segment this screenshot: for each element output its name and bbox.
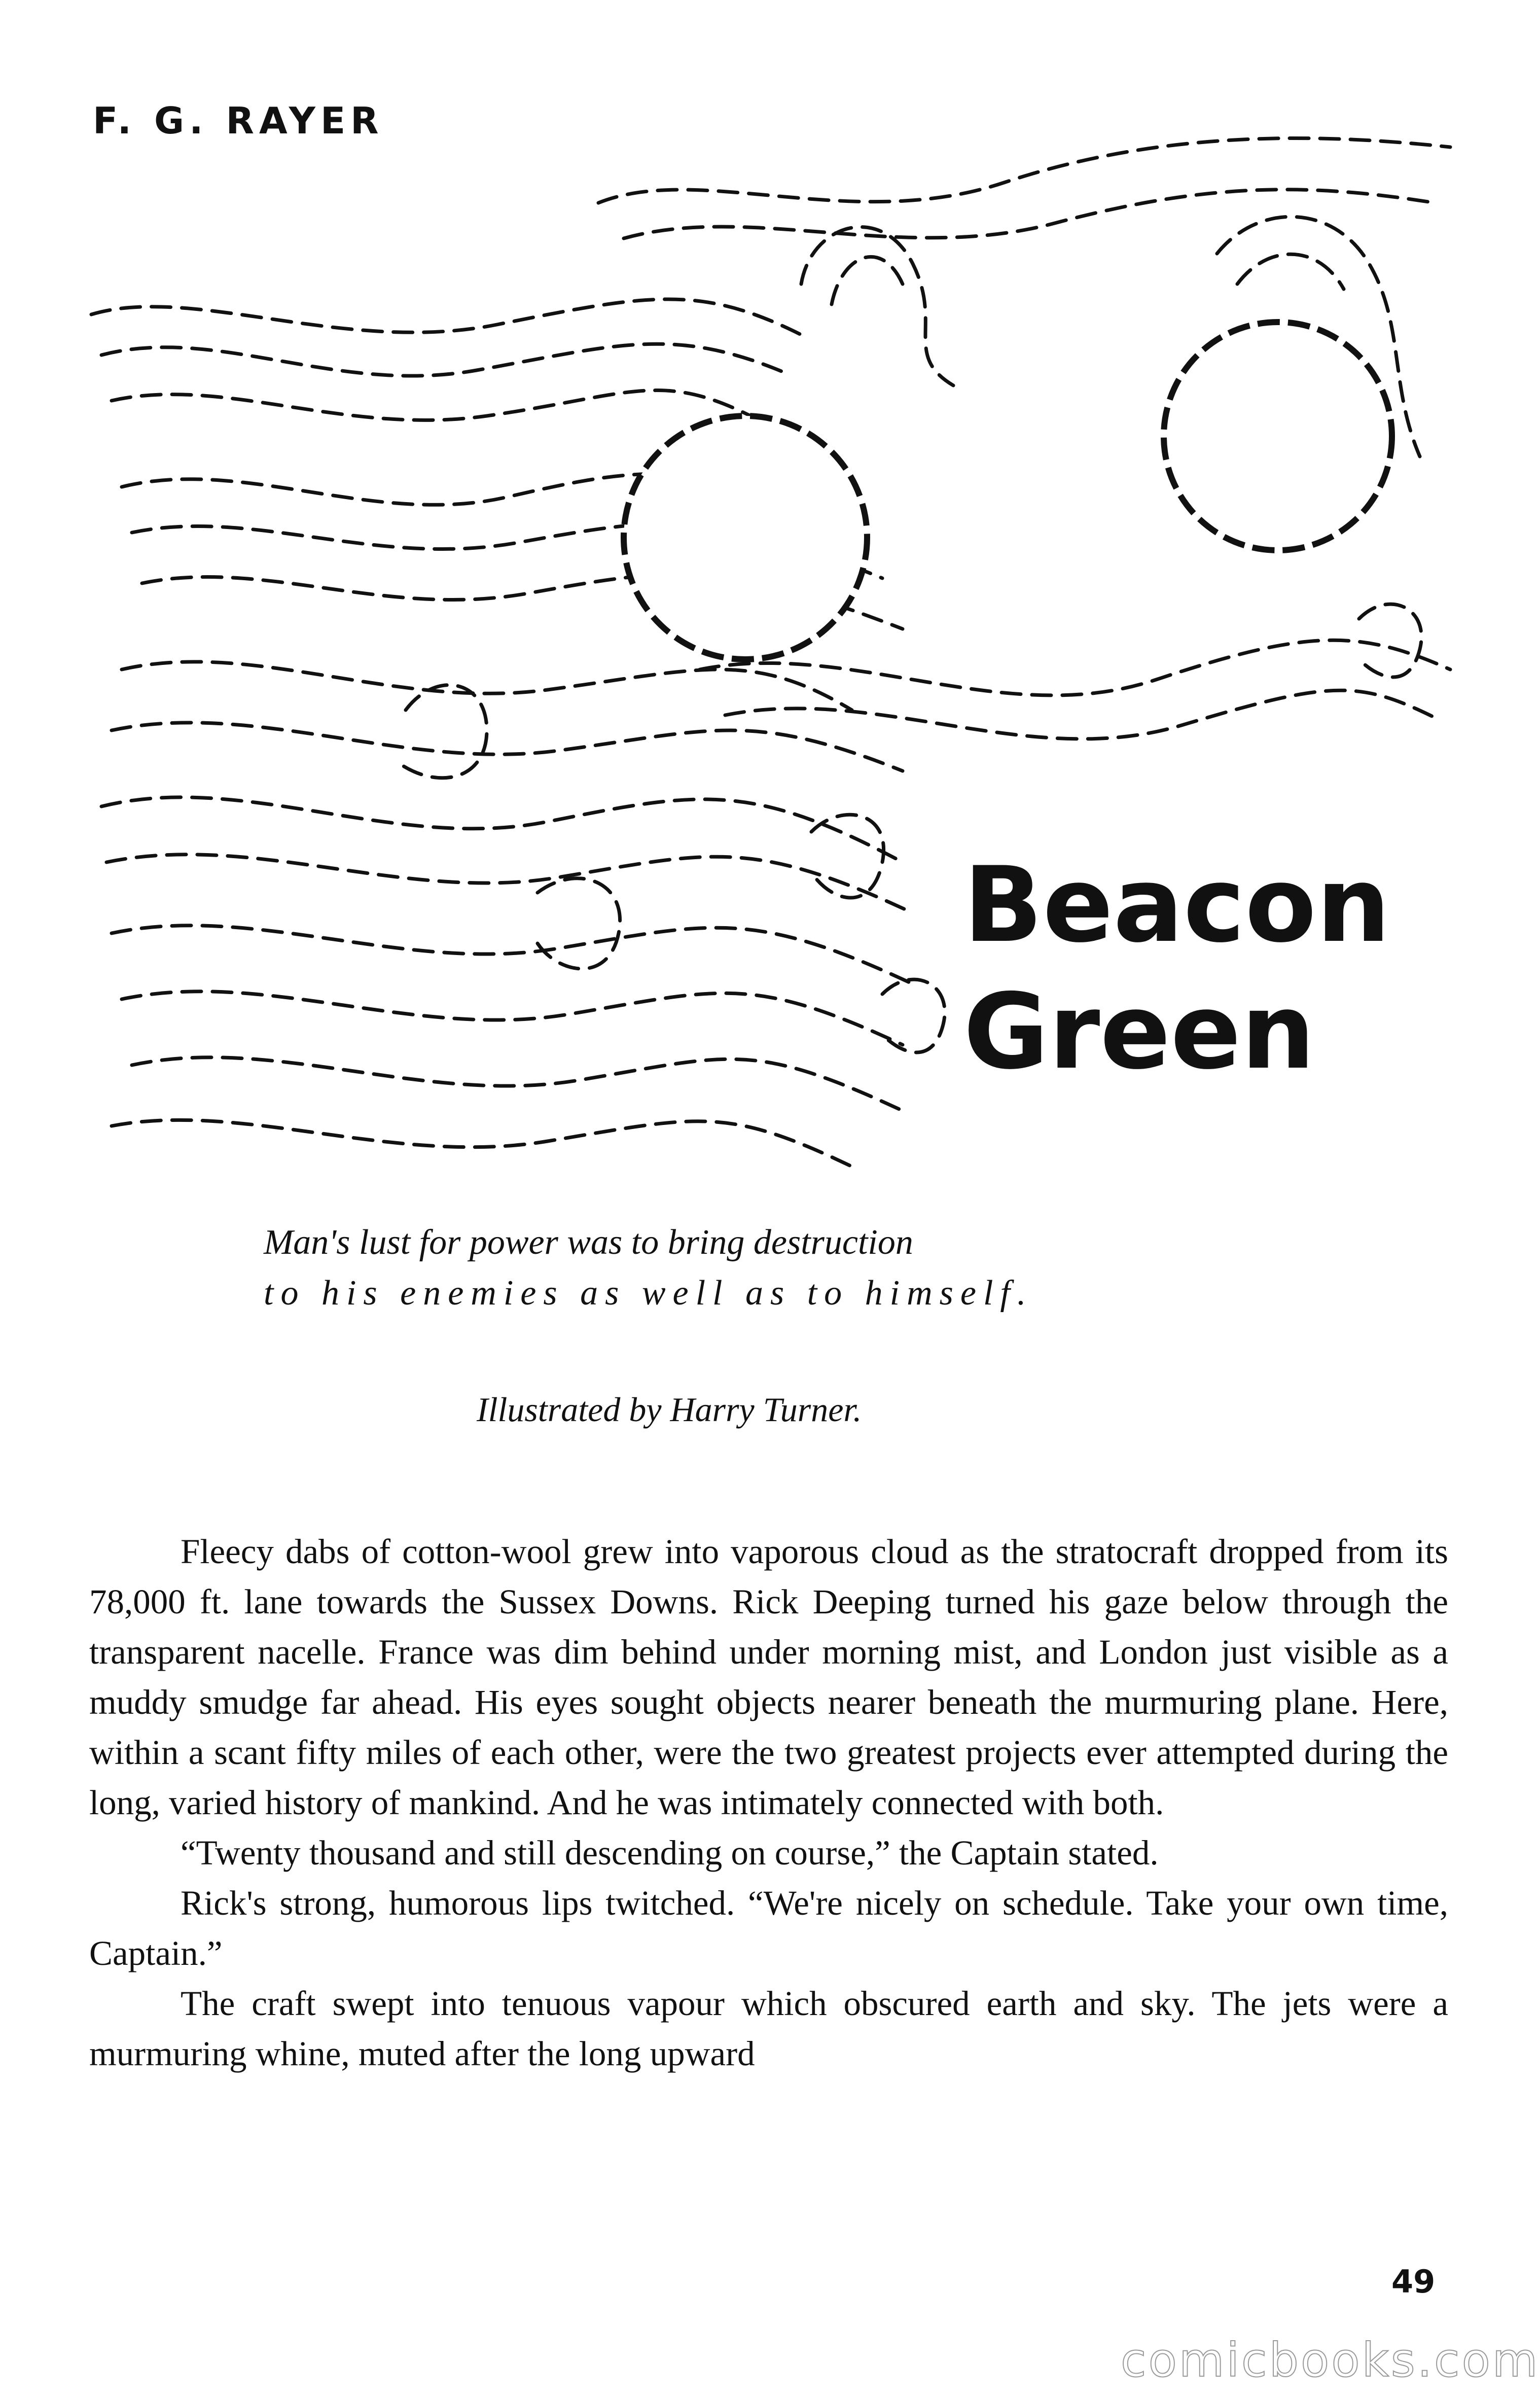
story-blurb <box>264 1217 1252 1319</box>
story-title <box>963 842 1390 1096</box>
body-paragraph: “Twenty thousand and still descending on course,” the Captain stated. <box>181 1833 1159 1872</box>
story-body <box>89 1527 1448 2079</box>
blurb-line-2: to his enemies as well as to himself. <box>264 1274 1033 1313</box>
author-name: F. G. RAYER <box>93 99 384 142</box>
blurb-line-1: Man's lust for power was to bring destruction <box>264 1223 913 1262</box>
body-paragraph: The craft swept into tenuous vapour which obscured earth and sky. The jets were a murmuring whine, muted after the long upward <box>89 1984 1448 2073</box>
page-number: 49 <box>1391 2263 1436 2300</box>
body-paragraph: Rick's strong, humorous lips twitched. “We're nicely on schedule. Take your own time, Captain.” <box>89 1884 1448 1972</box>
story-title-line-1: Beacon <box>963 845 1390 966</box>
body-paragraph: Fleecy dabs of cotton-wool grew into vaporous cloud as the stratocraft dropped from its 78,000 ft. lane towards the Sussex Downs. Rick Deeping turned his gaze below through the transparent nacelle. France was dim behind under morning mist, and London just visible as a muddy smudge far ahead. His eyes sought objects nearer beneath the murmuring plane. Here, within a scant fifty miles of each other, were the two greatest projects ever attempted during the long, varied history of mankind. And he was intimately connected with both. <box>89 1532 1448 1822</box>
story-title-line-2: Green <box>963 972 1315 1092</box>
illustrator-credit: Illustrated by Harry Turner. <box>477 1390 862 1429</box>
watermark: comicbooks.com <box>1121 2333 1540 2387</box>
